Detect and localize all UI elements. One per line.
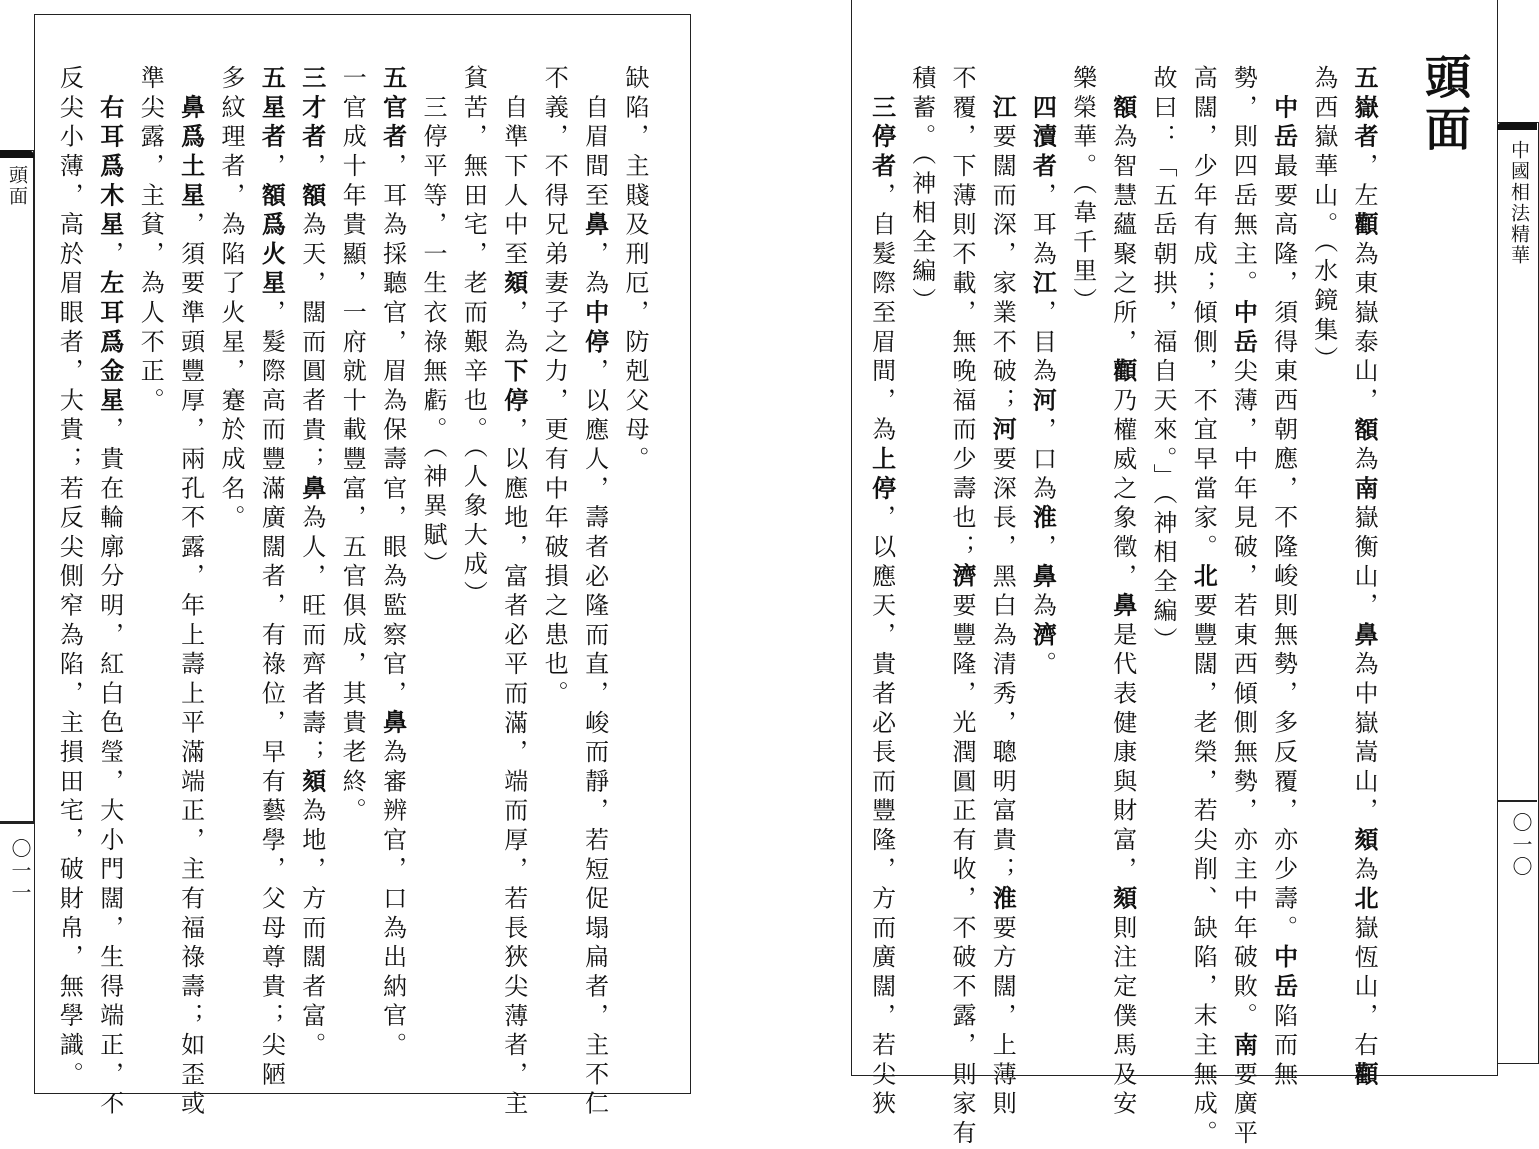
left-text-column-15: 反尖小薄，高於眉眼者，大貴；若反尖側窄為陷，主損田宅，破財帛，無學識。 (55, 65, 84, 1091)
left-text-column-1: 缺陷，主賤及刑厄，防剋父母。 (621, 65, 649, 476)
right-text-column-3: 中岳最要高隆，須得東西朝應，不隆峻則無勢，多反覆，亦少壽。中岳陷而無 (1269, 94, 1299, 1091)
left-text-column-12: 鼻爲土星，須要準頭豐厚，兩孔不露，年上壽上平滿端正，主有福祿壽；如歪或 (176, 94, 206, 1120)
left-text-column-7: 五官者，耳為採聽官，眉為保壽官，眼為監察官，鼻為審辨官，口為出納官。 (378, 65, 408, 1062)
right-text-column-11: 不覆，下薄則不載，無晚福而少壽也；濟要豐隆，光潤圓正有收，不破不露，則家有 (948, 65, 977, 1149)
right-text-column-6: 故曰：「五岳朝拱，福自天來。」（神相全編） (1149, 65, 1177, 657)
page-number-rule-left (0, 822, 34, 824)
section-tab-marker (0, 150, 34, 158)
right-text-column-1: 五嶽者，左顴為東嶽泰山，額為南嶽衡山，鼻為中嶽嵩山，頦為北嶽恆山，右顴 (1350, 65, 1379, 1091)
right-text-column-5: 高闊，少年有成；傾側，不宜早當家。北要豐闊，老榮，若尖削、缺陷，末主無成。 (1189, 65, 1219, 1149)
book-title-marker (1497, 122, 1537, 130)
left-text-column-13: 準尖露，主貧，為人不正。 (136, 65, 165, 417)
right-text-column-12: 積蓄。（神相全編） (907, 65, 936, 317)
right-text-column-2: 為西嶽華山。（水鏡集） (1309, 65, 1338, 376)
right-text-column-7: 額為智慧蘊聚之所，顴乃權威之象徵，鼻是代表健康與財富，頦則注定僕馬及安 (1108, 94, 1138, 1120)
left-text-column-14: 右耳爲木星，左耳爲金星，貴在輪廓分明，紅白色瑩，大小門闊，生得端正，不 (95, 94, 125, 1120)
left-text-column-10: 五星者，額爲火星，髮際高而豐滿廣闊者，有祿位，早有藝學，父母尊貴；尖陋 (257, 65, 287, 1091)
left-text-column-5: 貧苦，無田宅，老而艱辛也。（人象大成） (459, 65, 488, 610)
book-title: 中國相法精華 (1508, 140, 1530, 266)
page-number-rule-right (1497, 800, 1537, 802)
page-number-left: 〇一一 (8, 838, 32, 904)
right-text-column-13: 三停者，自髮際至眉間，為上停，以應天，貴者必長而豐隆，方而廣闊，若尖狹 (867, 94, 897, 1120)
left-text-column-11: 多紋理者，為陷了火星，蹇於成名。 (217, 65, 245, 534)
page-number-right: 〇一〇 (1509, 812, 1533, 878)
left-text-column-2: 自眉間至鼻，為中停，以應人，壽者必隆而直，峻而靜，若短促塌扁者，主不仁 (580, 65, 610, 1120)
right-page (851, 0, 1498, 1149)
section-tab-left (0, 150, 34, 822)
right-text-column-8: 樂榮華。（韋千里） (1068, 65, 1097, 317)
left-text-column-8: 一官成十年貴顯，一府就十載豐富，五官俱成，其貴老終。 (338, 65, 367, 827)
left-text-column-3: 不義，不得兄弟妻子之力，更有中年破損之患也。 (540, 65, 569, 710)
left-page (34, 14, 691, 1120)
section-tab-label: 頭面 (6, 165, 28, 207)
right-text-column-10: 江要闊而深，家業不破；河要深長，黑白為清秀，聰明富貴；淮要方闊，上薄則 (988, 94, 1018, 1120)
right-text-column-4: 勢，則四岳無主。中岳尖薄，中年見破，若東西傾側無勢，亦主中年破敗。南要廣平 (1229, 65, 1259, 1149)
right-text-column-9: 四瀆者，耳為江，目為河，口為淮，鼻為濟。 (1028, 94, 1058, 681)
left-text-column-9: 三才者，額為天，闊而圓者貴；鼻為人，旺而齊者壽；頦為地，方而闊者富。 (297, 65, 327, 1062)
left-text-column-4: 自準下人中至頦，為下停，以應地，富者必平而滿，端而厚，若長狹尖薄者，主 (499, 65, 529, 1120)
chapter-title: 頭面 (1418, 53, 1472, 157)
left-text-column-6: 三停平等，一生衣祿無虧。（神異賦） (419, 65, 447, 581)
